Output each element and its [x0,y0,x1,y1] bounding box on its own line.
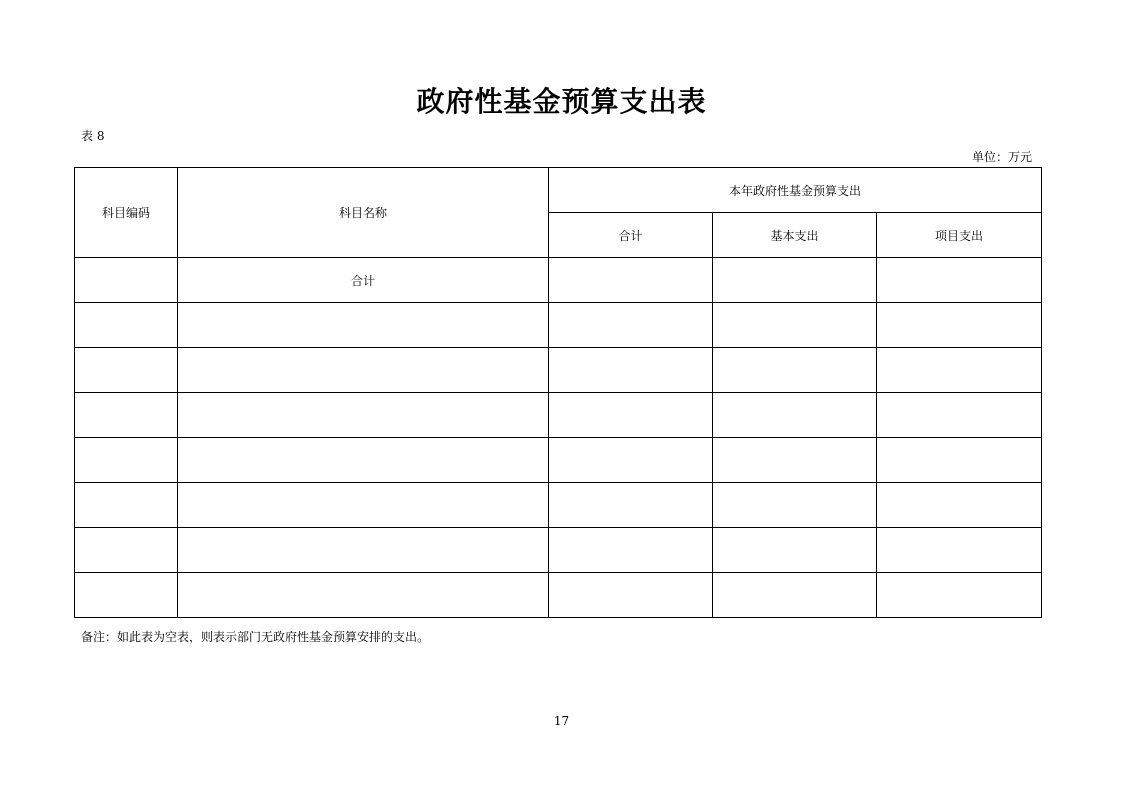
header-basic: 基本支出 [713,213,877,258]
cell-code [75,303,178,348]
cell-total [549,438,713,483]
cell-basic [713,483,877,528]
table-row [75,393,1042,438]
cell-code [75,438,178,483]
cell-basic [713,393,877,438]
header-project: 项目支出 [877,213,1042,258]
cell-project [877,573,1042,618]
cell-name [178,483,549,528]
table-row [75,483,1042,528]
cell-basic [713,258,877,303]
cell-basic [713,303,877,348]
cell-project [877,438,1042,483]
cell-code [75,573,178,618]
cell-total [549,483,713,528]
cell-total [549,573,713,618]
cell-total [549,303,713,348]
table-row [75,528,1042,573]
cell-basic [713,573,877,618]
cell-name [178,573,549,618]
cell-name [178,438,549,483]
table-row [75,573,1042,618]
header-name: 科目名称 [178,168,549,258]
cell-project [877,483,1042,528]
cell-project [877,393,1042,438]
cell-basic [713,348,877,393]
cell-project [877,258,1042,303]
table-row [75,258,1042,303]
header-group: 本年政府性基金预算支出 [549,168,1042,213]
cell-name [178,528,549,573]
cell-total [549,258,713,303]
table-row [75,438,1042,483]
cell-code [75,483,178,528]
cell-name [178,303,549,348]
table-row [75,303,1042,348]
cell-name [178,393,549,438]
page-title: 政府性基金预算支出表 [416,85,707,118]
header-code: 科目编码 [75,168,178,258]
header-total: 合计 [549,213,713,258]
cell-basic [713,528,877,573]
cell-name [178,348,549,393]
cell-total [549,348,713,393]
cell-project [877,528,1042,573]
cell-code [75,258,178,303]
cell-basic [713,438,877,483]
cell-code [75,348,178,393]
cell-name: 合计 [178,258,549,303]
budget-table [74,167,1042,618]
table-number: 表 8 [81,129,105,143]
page-number: 17 [553,714,570,728]
footnote: 备注：如此表为空表，则表示部门无政府性基金预算安排的支出。 [81,630,430,644]
cell-code [75,393,178,438]
unit-label: 单位：万元 [971,150,1032,164]
cell-total [549,528,713,573]
cell-total [549,393,713,438]
cell-code [75,528,178,573]
cell-project [877,303,1042,348]
cell-project [877,348,1042,393]
table-row [75,348,1042,393]
